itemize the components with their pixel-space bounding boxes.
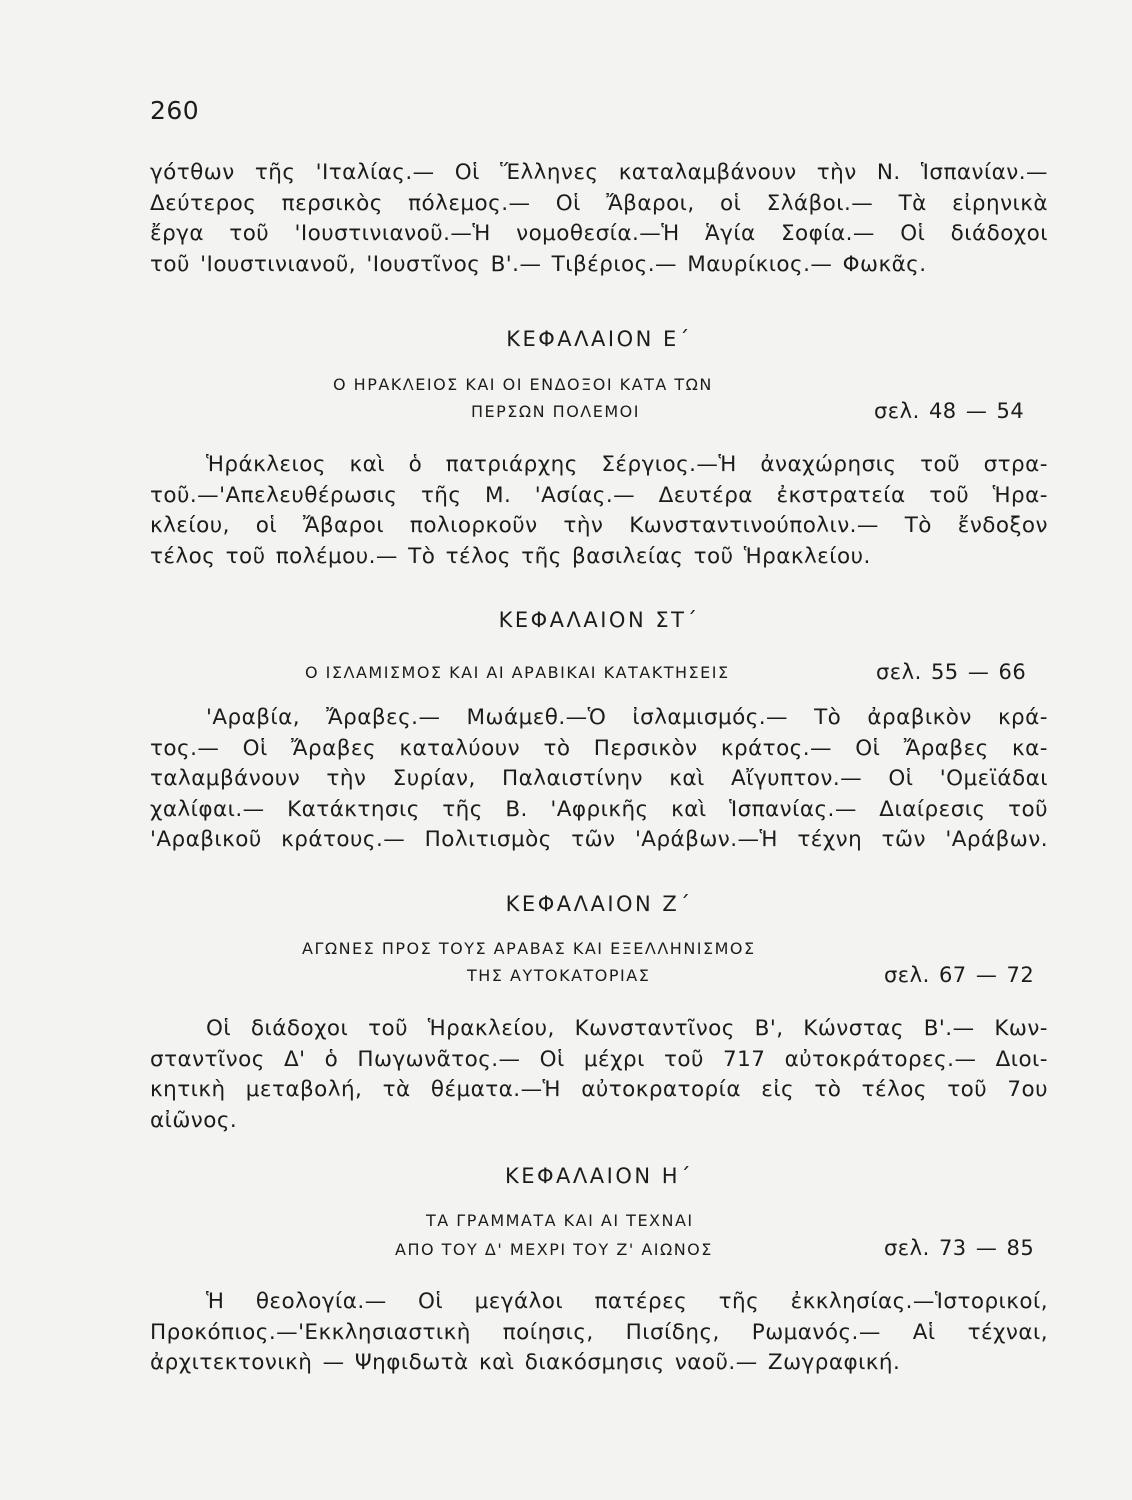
page-number: 260: [150, 96, 200, 125]
chapter-heading: ΚΕΦΑΛΑΙΟΝ Ζ΄: [505, 892, 693, 916]
chapter-subtitle: ΠΕΡΣΩΝ ΠΟΛΕΜΟΙ: [471, 402, 640, 421]
chapter-subtitle: Ο ΗΡΑΚΛΕΙΟΣ ΚΑΙ ΟΙ ΕΝΔΟΞΟΙ ΚΑΤΑ ΤΩΝ: [333, 375, 713, 394]
chapter-summary: [150, 450, 1048, 572]
chapter-subtitle: ΑΠΟ ΤΟΥ Δ' ΜΕΧΡΙ ΤΟΥ Ζ' ΑΙΩΝΟΣ: [395, 1240, 713, 1259]
text-line: Δεύτερος περσικὸς πόλεμος.— Οἱ Ἄβαροι, οἱ Σλάβοι.— Τὰ εἰρηνικὰ: [150, 190, 1048, 216]
chapter-summary: [150, 1287, 1048, 1379]
text-line: ἀρχιτεκτονικὴ — Ψηφιδωτὰ καὶ διακόσμησις ναοῦ.— Ζωγραφική.: [150, 1350, 901, 1375]
text-line: 'Αραβία, Ἄραβες.— Μωάμεθ.—Ὁ ἰσλαμισμός.— Τὸ ἀραβικὸν κρά-: [206, 705, 1048, 730]
text-line: τος.— Οἱ Ἄραβες καταλύουν τὸ Περσικὸν κράτος.— Οἱ Ἄραβες κα-: [150, 735, 1048, 761]
text-line: κλείου, οἱ Ἄβαροι πολιορκοῦν τὴν Κωνσταντινούπολιν.— Τὸ ἔνδοξον: [150, 513, 1048, 538]
text-line: ἔργα τοῦ 'Ιουστινιανοῦ.—Ἡ νομοθεσία.—Ἡ Ἁγία Σοφία.— Οἱ διάδοχοι: [150, 221, 1048, 246]
text-line: τέλος τοῦ πολέμου.— Τὸ τέλος τῆς βασιλείας τοῦ Ἡρακλείου.: [150, 543, 871, 569]
chapter-subtitle: ΤΑ ΓΡΑΜΜΑΤΑ ΚΑΙ ΑΙ ΤΕΧΝΑΙ: [426, 1211, 694, 1230]
text-line: Ἡράκλειος καὶ ὁ πατριάρχης Σέργιος.—Ἡ ἀναχώρησις τοῦ στρα-: [206, 452, 1048, 477]
chapter-subtitle: ΤΗΣ ΑΥΤΟΚΑΤΟΡΙΑΣ: [467, 966, 651, 985]
text-line: ταλαμβάνουν τὴν Συρίαν, Παλαιστίνην καὶ Αἴγυπτον.— Οἱ 'Ομεϊάδαι: [150, 766, 1048, 791]
page-reference: σελ. 67 — 72: [884, 963, 1035, 987]
chapter-heading: ΚΕΦΑΛΑΙΟΝ Η΄: [504, 1164, 694, 1188]
text-line: κητικὴ μεταβολή, τὰ θέματα.—Ἡ αὐτοκρατορία εἰς τὸ τέλος τοῦ 7ου: [150, 1077, 1048, 1102]
page-reference: σελ. 73 — 85: [884, 1236, 1035, 1260]
text-line: 'Αραβικοῦ κράτους.— Πολιτισμὸς τῶν 'Αράβων.—Ἡ τέχνη τῶν 'Αράβων.: [150, 827, 1048, 852]
text-line: τοῦ.—'Απελευθέρωσις τῆς Μ. 'Ασίας.— Δευτέρα ἐκστρατεία τοῦ Ἡρα-: [150, 482, 1048, 508]
text-line: χαλίφαι.— Κατάκτησις τῆς Β. 'Αφρικῆς καὶ Ἱσπανίας.— Διαίρεσις τοῦ: [150, 796, 1048, 822]
intro-paragraph: [150, 158, 1048, 280]
text-line: αἰῶνος.: [150, 1107, 238, 1133]
chapter-summary: [150, 1014, 1048, 1136]
page-reference: σελ. 48 — 54: [874, 399, 1025, 423]
text-line: τοῦ 'Ιουστινιανοῦ, 'Ιουστῖνος Β'.— Τιβέριος.— Μαυρίκιος.— Φωκᾶς.: [150, 251, 927, 277]
text-line: Προκόπιος.—'Εκκλησιαστικὴ ποίησις, Πισίδης, Ρωμανός.— Αἱ τέχναι,: [150, 1319, 1048, 1345]
chapter-subtitle: Ο ΙΣΛΑΜΙΣΜΟΣ ΚΑΙ ΑΙ ΑΡΑΒΙΚΑΙ ΚΑΤΑΚΤΗΣΕΙΣ: [305, 663, 730, 682]
text-line: γότθων τῆς 'Ιταλίας.— Οἱ Ἕλληνες καταλαμβάνουν τὴν Ν. Ἱσπανίαν.—: [150, 160, 1048, 185]
chapter-summary: [150, 703, 1048, 856]
text-line: σταντῖνος Δ' ὁ Πωγωνᾶτος.— Οἱ μέχρι τοῦ 717 αὐτοκράτορες.— Διοι-: [150, 1046, 1048, 1072]
chapter-heading: ΚΕΦΑΛΑΙΟΝ Ε΄: [506, 327, 692, 351]
text-line: Ἡ θεολογία.— Οἱ μεγάλοι πατέρες τῆς ἐκκλησίας.—Ἱστορικοί,: [206, 1289, 1048, 1314]
page-reference: σελ. 55 — 66: [876, 660, 1027, 684]
chapter-subtitle: ΑΓΩΝΕΣ ΠΡΟΣ ΤΟΥΣ ΑΡΑΒΑΣ ΚΑΙ ΕΞΕΛΛΗΝΙΣΜΟΣ: [302, 939, 756, 958]
chapter-heading: ΚΕΦΑΛΑΙΟΝ ΣΤ΄: [498, 608, 700, 632]
text-line: Οἱ διάδοχοι τοῦ Ἡρακλείου, Κωνσταντῖνος Β', Κώνστας Β'.— Κων-: [206, 1016, 1048, 1041]
